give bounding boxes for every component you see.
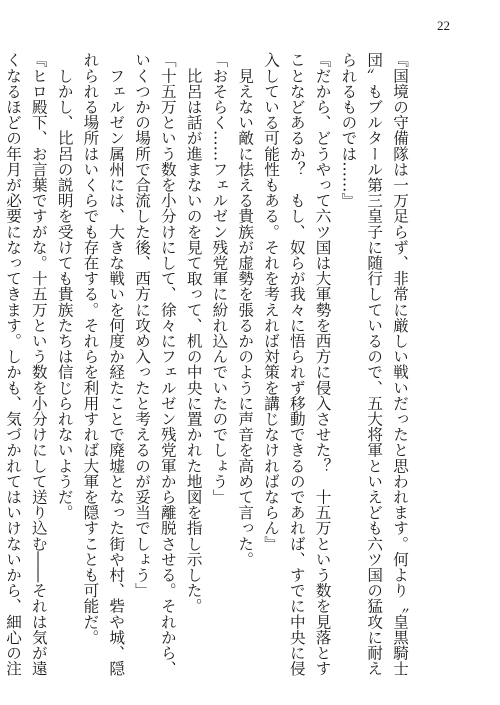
text-line: ことなどあるか？ もし、奴らが我々に悟られず移動できるのであれば、すでに中央に侵 xyxy=(287,52,306,676)
text-line: しかし、比呂の説明を受けても貴族たちは信じられないようだ。 xyxy=(55,52,74,520)
text-line: 比呂は話が進まないのを見て取って、机の中央に置かれた地図を指し示した。 xyxy=(184,52,203,614)
text-line: られるものでは……』 xyxy=(339,52,358,208)
page-number: 22 xyxy=(437,18,450,33)
text-line: 入している可能性もある。それを考えれば対策を講じなければならん』 xyxy=(262,52,281,552)
text-line: 団〟もブルタール第三皇子に随行しているので、五大将軍といえども六ツ国の猛攻に耐え xyxy=(365,52,384,676)
text-line: れられる場所はいくらでも存在する。それらを利用すれば大軍を隠すことも可能だ。 xyxy=(81,52,100,645)
text-line: 見えない敵に怯える貴族が虚勢を張るかのように声音を高めて言った。 xyxy=(236,52,255,567)
text-line: 「十五万という数を小分けにして、徐々にフェルゼン残党軍から離脱させる。それから、 xyxy=(158,52,177,676)
text-line: 『だから、どうやって六ツ国は大軍勢を西方に侵入させた？ 十五万という数を見落とす xyxy=(313,52,332,676)
text-line: 「おそらく……フェルゼン残党軍に紛れ込んでいたのでしょう」 xyxy=(210,52,229,505)
text-line: 『ヒロ殿下、お言葉ですがな。十五万という数を小分けにして送り込む――それは気が遠 xyxy=(29,52,48,676)
body-text xyxy=(0,52,412,676)
text-line: いくつかの場所で合流した後、西方に攻め入ったと考えるのが妥当でしょう」 xyxy=(133,52,152,598)
text-line: フェルゼン属州には、大きな戦いを何度か経たことで廃墟となった街や村、砦や城、隠 xyxy=(107,52,126,676)
text-line: くなるほどの年月が必要になってきます。しかも、気づかれてはいけないから、細心の注 xyxy=(4,52,23,676)
text-line: 『国境の守備隊は一万足らず、非常に厳しい戦いだったと思われます。何より〝皇黒騎士 xyxy=(391,52,409,676)
